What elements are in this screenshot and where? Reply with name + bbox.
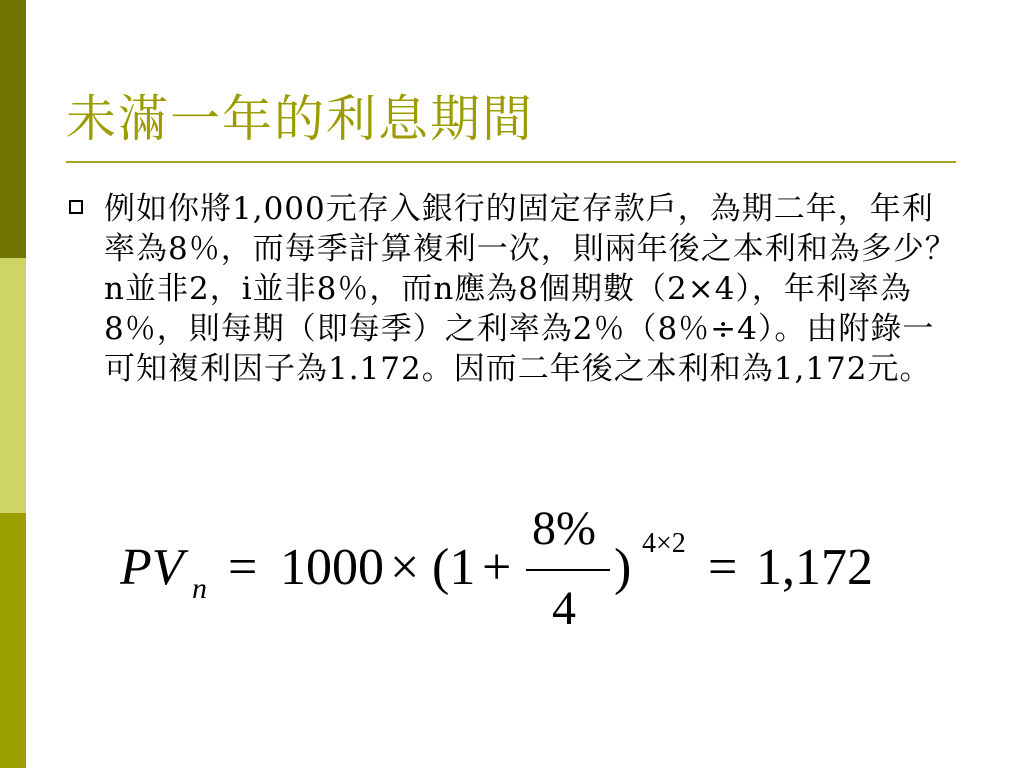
formula-pv: PV <box>120 539 184 596</box>
formula-result: 1,172 <box>756 539 873 596</box>
formula-principal: 1000 <box>280 539 384 596</box>
title-rule <box>66 161 956 163</box>
formula-equals: = <box>228 539 258 596</box>
bullet-text: 例如你將1,000元存入銀行的固定存款戶，為期二年，年利率為8％，而每季計算複利一次，則兩年後之本利和為多少？n並非2，i並非8％，而n應為8個期數（2×4），年利率為8％，則每期（即每季）之利率為2％（8％÷4）。由附錄一可知複利因子為1.172。因而二年後之本利和為1,172元。 <box>104 191 957 387</box>
side-bar-segment-light <box>0 258 26 513</box>
side-bar <box>0 0 26 768</box>
formula-times: × <box>390 539 420 596</box>
side-bar-segment-dark <box>0 0 26 258</box>
slide-title: 未滿一年的利息期間 <box>66 90 534 148</box>
formula-svg <box>120 500 900 650</box>
formula-open-paren: (1 <box>432 539 476 596</box>
formula <box>120 500 900 650</box>
side-bar-segment-mid <box>0 513 26 768</box>
formula-denominator: 4 <box>552 582 576 635</box>
formula-close-paren: ) <box>614 539 632 596</box>
formula-plus: + <box>482 539 512 596</box>
formula-equals-2: = <box>708 539 738 596</box>
formula-numerator: 8% <box>532 502 596 555</box>
bullet-square-icon <box>69 200 83 214</box>
formula-exponent: 4×2 <box>642 528 686 559</box>
formula-subscript: n <box>192 572 207 605</box>
